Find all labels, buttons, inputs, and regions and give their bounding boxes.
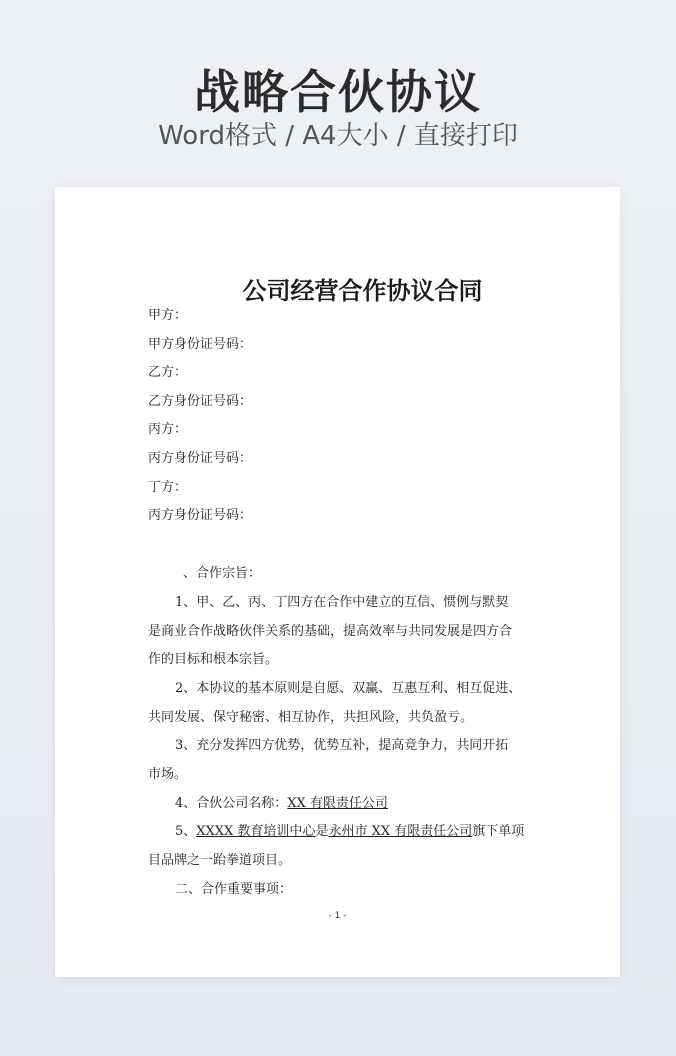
party-d-id-label: 丙方身份证号码： [148,508,253,523]
paragraph-5-line-1 [175,823,565,841]
parent-company-name: 永州市 XX 有限责任公司 [328,824,473,839]
paragraph-5-suffix: 旗下单项 [472,824,525,839]
paragraph-4 [175,795,565,813]
paragraph-3-line-2: 市场。 [148,767,188,782]
paragraph-2-line-2: 共同发展、保守秘密、相互协作，共担风险，共负盈亏。 [148,710,474,725]
paragraph-1-line-2: 是商业合作战略伙伴关系的基础，提高效率与共同发展是四方合 [148,624,513,639]
partner-company-name: XX 有限责任公司 [287,796,388,811]
paragraph-5-line-2: 目品牌之一跆拳道项目。 [148,853,292,868]
paragraph-5-mid: 是 [315,824,329,839]
party-d-label: 丁方： [148,480,188,495]
hero-title: 战略合伙协议 [194,65,482,119]
paragraph-5-prefix: 5、 [175,824,197,839]
party-c-id-label: 丙方身份证号码： [148,451,253,466]
paragraph-3-line-1: 3、充分发挥四方优势，优势互补，提高竞争力，共同开拓 [175,738,509,753]
paragraph-2-line-1: 2、本协议的基本原则是自愿、双赢、互惠互利、相互促进、 [175,681,522,696]
party-a-id-label: 甲方身份证号码： [148,337,253,352]
paragraph-1-line-1: 1、甲、乙、丙、丁四方在合作中建立的互信、惯例与默契 [175,595,509,610]
party-b-label: 乙方： [148,365,188,380]
party-a-label: 甲方： [148,308,188,323]
paragraph-4-prefix: 4、合伙公司名称： [175,796,288,811]
document-page [55,187,620,977]
section-2-heading: 二、合作重要事项： [175,882,293,897]
party-c-label: 丙方： [148,422,188,437]
page-number: - 1 - [328,911,347,921]
document-title: 公司经营合作协议合同 [242,277,483,305]
paragraph-1-line-3: 作的目标和根本宗旨。 [148,652,279,667]
hero-subtitle: Word格式 / A4大小 / 直接打印 [158,121,518,151]
party-b-id-label: 乙方身份证号码： [148,394,253,409]
training-center-name: XXXX 教育培训中心 [196,824,316,839]
section-1-heading: 、合作宗旨： [183,566,262,581]
